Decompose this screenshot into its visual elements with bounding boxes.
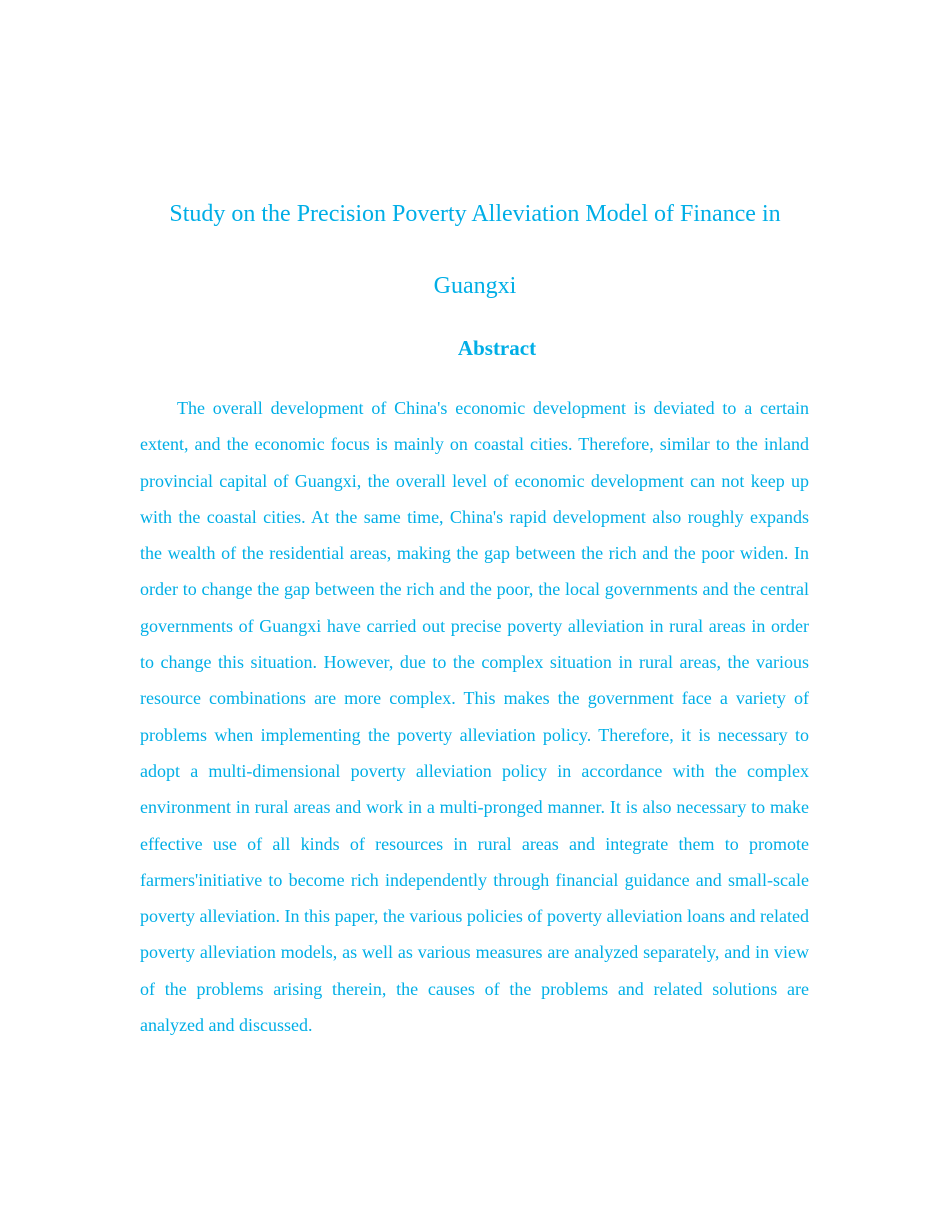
abstract-heading: Abstract [457, 336, 537, 360]
paper-title: Study on the Precision Poverty Alleviation Model of Finance in Guangxi [169, 201, 781, 299]
abstract-paragraph: The overall development of China's economic development is deviated to a certain extent, and the economic focus is mainly on coastal cities. Therefore, similar to the inland provincial capital of Guangxi, the overall level of economic development can not keep up with the coastal cities. At the same time, China's rapid development also roughly expands the wealth of the residential areas, making the gap between the rich and the poor widen. In order to change the gap between the rich and the poor, the local governments and the central governments of Guangxi have carried out precise poverty alleviation in rural areas in order to change this situation. However, due to the complex situation in rural areas, the various resource combinations are more complex. This makes the government face a variety of problems when implementing the poverty alleviation policy. Therefore, it is necessary to adopt a multi-dimensional poverty alleviation policy in accordance with the complex environment in rural areas and work in a multi-pronged manner. It is also necessary to make effective use of all kinds of resources in rural areas and integrate them to promote farmers'initiative to become rich independently through financial guidance and small-scale poverty alleviation. In this paper, the various policies of poverty alleviation loans and related poverty alleviation models, as well as various measures are analyzed separately, and in view of the problems arising therein, the causes of the problems and related solutions are analyzed and discussed. [140, 398, 809, 1036]
